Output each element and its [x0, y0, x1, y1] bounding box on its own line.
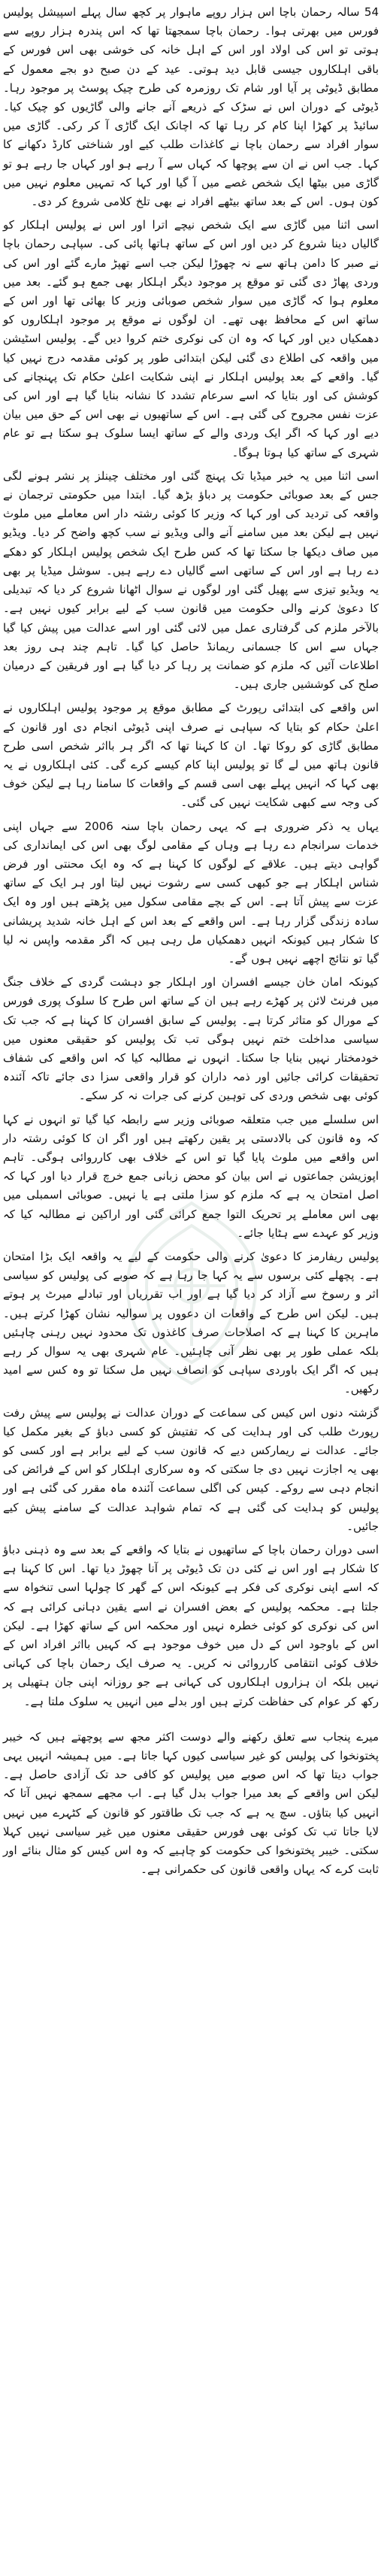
article-paragraph: اس سلسلے میں جب متعلقہ صوبائی وزیر سے رابطہ کیا گیا تو انہوں نے کہا کہ وہ قانون کی بالادستی پر یقین رکھتے ہیں اور اگر ان کا کوئی رشتہ دار اس واقعے میں ملوث پایا گیا تو اس کے خلاف بھی کارروائی ہوگی۔ تاہم اپوزیشن جماعتوں نے اس بیان کو محض زبانی جمع خرچ قرار دیا اور کہا کہ اصل امتحان یہ ہے کہ ملزم کو سزا ملتی ہے یا نہیں۔ صوبائی اسمبلی میں بھی اس معاملے پر تحریک التوا جمع کرائی گئی اور اراکین نے مطالبہ کیا کہ وزیر کو عہدے سے ہٹایا جائے۔: [3, 1112, 379, 1240]
article-paragraph: میرے پنجاب سے تعلق رکھنے والے دوست اکثر مجھ سے پوچھتے ہیں کہ خیبر پختونخوا کی پولیس کو غیر سیاسی کیوں کہا جاتا ہے۔ میں ہمیشہ انہیں یہی جواب دیتا تھا کہ اس صوبے میں پولیس کو کافی حد تک آزادی حاصل ہے۔ لیکن اس واقعے کے بعد میرا جواب بدل گیا ہے۔ اب مجھے سمجھ نہیں آتا کہ انہیں کیا بتاؤں۔ سچ یہ ہے کہ جب تک طاقتور کو قانون کے کٹہرے میں نہیں لایا جاتا تب تک کوئی بھی فورس حقیقی معنوں میں غیر سیاسی نہیں کہلا سکتی۔ خیبر پختونخوا کی حکومت کو چاہیے کہ وہ اس کیس کو مثال بنائے اور ثابت کرے کہ یہاں واقعی قانون کی حکمرانی ہے۔: [3, 1729, 379, 1877]
article-paragraph: گزشتہ دنوں اس کیس کی سماعت کے دوران عدالت نے پولیس سے پیش رفت رپورٹ طلب کی اور ہدایت کی کہ تفتیش کو کسی دباؤ کے بغیر مکمل کیا جائے۔ عدالت نے ریمارکس دیے کہ قانون سب کے لیے برابر ہے اور کسی کو بھی یہ اجازت نہیں دی جا سکتی کہ وہ سرکاری اہلکار کو اس کے فرائض کی انجام دہی سے روکے۔ کیس کی اگلی سماعت آئندہ ماہ مقرر کی گئی ہے اور پولیس کو ہدایت کی گئی ہے کہ تمام شواہد عدالت کے سامنے پیش کیے جائیں۔: [3, 1405, 379, 1533]
article-paragraph: 54 سالہ رحمان باچا اس ہزار روپے ماہوار پر کچھ سال پہلے اسپیشل پولیس فورس میں بھرتی ہوا۔ رحمان باچا سمجھتا تھا کہ اس پندرہ ہزار روپے سے ہوتی تو اس کی اولاد اور اس کے اہل خانہ کی خوشی بھی اس فورس کے باقی اہلکاروں جیسی قابل دید ہوتی۔ عید کے دن صبح دو بجے معمول کے مطابق ڈیوٹی پر آیا اور شام تک روزمرہ کی طرح چیک پوسٹ پر موجود رہا۔ ڈیوٹی کے دوران اس نے سڑک کے ذریعے آنے جانے والی گاڑیوں کو چیک کیا۔ سائیڈ پر کھڑا اپنا کام کر رہا تھا کہ اچانک ایک گاڑی آ کر رکی۔ گاڑی میں سوار افراد سے رحمان باچا نے کاغذات طلب کیے اور شناختی کارڈ دکھانے کا کہا۔ جب اس نے ان سے پوچھا کہ کہاں سے آ رہے ہو اور کہاں جا رہے ہو تو گاڑی میں بیٹھا ایک شخص غصے میں آ گیا اور کہا کہ تمہیں معلوم نہیں میں کون ہوں۔ اس کے بعد ساتھ بیٹھے افراد نے بھی تلخ کلامی شروع کر دی۔: [3, 5, 379, 209]
article-paragraph: اسی دوران رحمان باچا کے ساتھیوں نے بتایا کہ واقعے کے بعد سے وہ ذہنی دباؤ کا شکار ہے اور اس نے کئی دن تک ڈیوٹی پر آنا چھوڑ دیا تھا۔ اس کا کہنا ہے کہ اسے اپنی نوکری کی فکر ہے کیونکہ اس کے گھر کا چولہا اسی تنخواہ سے جلتا ہے۔ محکمہ پولیس کے بعض افسران نے اسے یقین دہانی کرائی ہے کہ اس کی نوکری کو کوئی خطرہ نہیں اور محکمہ اس کے ساتھ کھڑا ہے۔ لیکن اس کے باوجود اس کے دل میں خوف موجود ہے کہ کہیں بااثر افراد اس کے خلاف کوئی انتقامی کارروائی نہ کریں۔ یہ صرف ایک رحمان باچا کی کہانی نہیں بلکہ ان ہزاروں اہلکاروں کی کہانی ہے جو روزانہ اپنی جان ہتھیلی پر رکھ کر عوام کی حفاظت کرتے ہیں اور بدلے میں انہیں یہ سلوک ملتا ہے۔: [3, 1543, 379, 1708]
paragraph-gap: [3, 1711, 379, 1728]
article-paragraph: اس واقعے کی ابتدائی رپورٹ کے مطابق موقع پر موجود پولیس اہلکاروں نے اعلیٰ حکام کو بتایا کہ سپاہی نے صرف اپنی ڈیوٹی انجام دی اور قانون کے مطابق گاڑی کو روکا تھا۔ ان کا کہنا تھا کہ اگر ہر بااثر شخص اسی طرح قانون ہاتھ میں لے گا تو پولیس اپنا کام کیسے کرے گی۔ کئی اہلکاروں نے یہ بھی کہا کہ انہیں پہلے بھی اسی قسم کے واقعات کا سامنا رہا ہے لیکن خوف کی وجہ سے کبھی شکایت نہیں کی گئی۔: [3, 701, 379, 810]
article-paragraph: کیونکہ امان خان جیسے افسران اور اہلکار جو دہشت گردی کے خلاف جنگ میں فرنٹ لائن پر کھڑے رہے ہیں ان کے ساتھ اس طرح کا سلوک پوری فورس کے مورال کو متاثر کرتا ہے۔ پولیس کے سابق افسران کا کہنا ہے کہ جب تک سیاسی مداخلت ختم نہیں ہوگی تب تک پولیس کو حقیقی معنوں میں خودمختار نہیں بنایا جا سکتا۔ انہوں نے مطالبہ کیا کہ اس واقعے کی شفاف تحقیقات کرائی جائیں اور ذمہ داران کو قرار واقعی سزا دی جائے تاکہ آئندہ کوئی بھی شخص وردی کی توہین کرنے کی جرات نہ کر سکے۔: [3, 975, 379, 1103]
article-body: [3, 3, 379, 1880]
article-paragraph: یہاں یہ ذکر ضروری ہے کہ یہی رحمان باچا سنہ 2006 سے جہاں اپنی خدمات سرانجام دے رہا ہے وہاں کے مقامی لوگ بھی اس کی ایمانداری کی گواہی دیتے ہیں۔ علاقے کے لوگوں کا کہنا ہے کہ وہ ایک محنتی اور فرض شناس اہلکار ہے جو کبھی کسی سے رشوت نہیں لیتا اور ہر ایک کے ساتھ عزت سے پیش آتا ہے۔ اس کے بچے مقامی سکول میں پڑھتے ہیں اور وہ ایک سادہ زندگی گزار رہا ہے۔ اس واقعے کے بعد اس کے اہل خانہ شدید پریشانی کا شکار ہیں کیونکہ انہیں دھمکیاں مل رہی ہیں کہ اگر مقدمہ واپس نہ لیا گیا تو نتائج اچھے نہیں ہوں گے۔: [3, 819, 379, 965]
article-paragraph: اسی اثنا میں گاڑی سے ایک شخص نیچے اترا اور اس نے پولیس اہلکار کو گالیاں دینا شروع کر دیں اور اس کے ساتھ ہاتھا پائی کی۔ سپاہی رحمان باچا نے صبر کا دامن ہاتھ سے نہ چھوڑا لیکن جب اسے تھپڑ مارے گئے اور اس کی وردی پھاڑ دی گئی تو موقع پر موجود دیگر اہلکار بھی جمع ہو گئے۔ بعد میں معلوم ہوا کہ گاڑی میں سوار شخص صوبائی وزیر کا بھائی تھا اور اس کے ساتھ اس کے محافظ بھی تھے۔ ان لوگوں نے موقع پر موجود اہلکاروں کو دھمکیاں دیں اور کہا کہ وہ ان کی نوکری ختم کروا دیں گے۔ پولیس اسٹیشن میں واقعہ کی اطلاع دی گئی لیکن ابتدائی طور پر کوئی مقدمہ درج نہیں کیا گیا۔ واقعے کے بعد پولیس اہلکار نے اپنی شکایت اعلیٰ حکام تک پہنچانے کی کوشش کی اور بتایا کہ اسے سرعام تشدد کا نشانہ بنایا گیا ہے اور اس کی عزت نفس مجروح کی گئی ہے۔ اس کے ساتھیوں نے بھی اس کے حق میں بیان دیے اور کہا کہ اگر ایک وردی والے کے ساتھ ایسا سلوک ہو سکتا ہے تو عام شہری کے ساتھ کیا ہوتا ہوگا۔: [3, 218, 379, 459]
article-paragraph: پولیس ریفارمز کا دعویٰ کرنے والی حکومت کے لیے یہ واقعہ ایک بڑا امتحان ہے۔ پچھلے کئی برسوں سے یہ کہا جا رہا ہے کہ صوبے کی پولیس کو سیاسی اثر و رسوخ سے آزاد کر دیا گیا ہے اور اب تقرریاں اور تبادلے میرٹ پر ہوتے ہیں۔ لیکن اس طرح کے واقعات ان دعووں پر سوالیہ نشان کھڑا کرتے ہیں۔ ماہرین کا کہنا ہے کہ اصلاحات صرف کاغذوں تک محدود نہیں رہنی چاہئیں بلکہ عملی طور پر بھی نظر آنی چاہئیں۔ عام شہری بھی یہ سوال کر رہے ہیں کہ اگر ایک باوردی سپاہی کو انصاف نہیں مل سکتا تو وہ کس سے امید رکھیں۔: [3, 1250, 379, 1396]
article-paragraph: اسی اثنا میں یہ خبر میڈیا تک پہنچ گئی اور مختلف چینلز پر نشر ہونے لگی جس کے بعد صوبائی حکومت پر دباؤ بڑھ گیا۔ ابتدا میں حکومتی ترجمان نے واقعہ کی تردید کی اور کہا کہ وزیر کا کوئی رشتہ دار اس معاملے میں ملوث نہیں ہے لیکن بعد میں سامنے آنے والی ویڈیو نے سب کچھ واضح کر دیا۔ ویڈیو میں صاف دیکھا جا سکتا تھا کہ کس طرح ایک شخص پولیس اہلکار کو دھکے دے رہا ہے اور اس کے ساتھی اسے گالیاں دے رہے ہیں۔ سوشل میڈیا پر بھی یہ ویڈیو تیزی سے پھیل گئی اور لوگوں نے سوال اٹھانا شروع کر دیا کہ تبدیلی کا دعویٰ کرنے والی حکومت میں قانون سب کے لیے برابر کیوں نہیں ہے۔ بالآخر ملزم کی گرفتاری عمل میں لائی گئی اور اسے عدالت میں پیش کیا گیا جہاں سے اس کا جسمانی ریمانڈ حاصل کیا گیا۔ تاہم چند ہی روز بعد اطلاعات آئیں کہ ملزم کو ضمانت پر رہا کر دیا گیا ہے اور فریقین کے درمیان صلح کی کوششیں جاری ہیں۔: [3, 468, 379, 692]
